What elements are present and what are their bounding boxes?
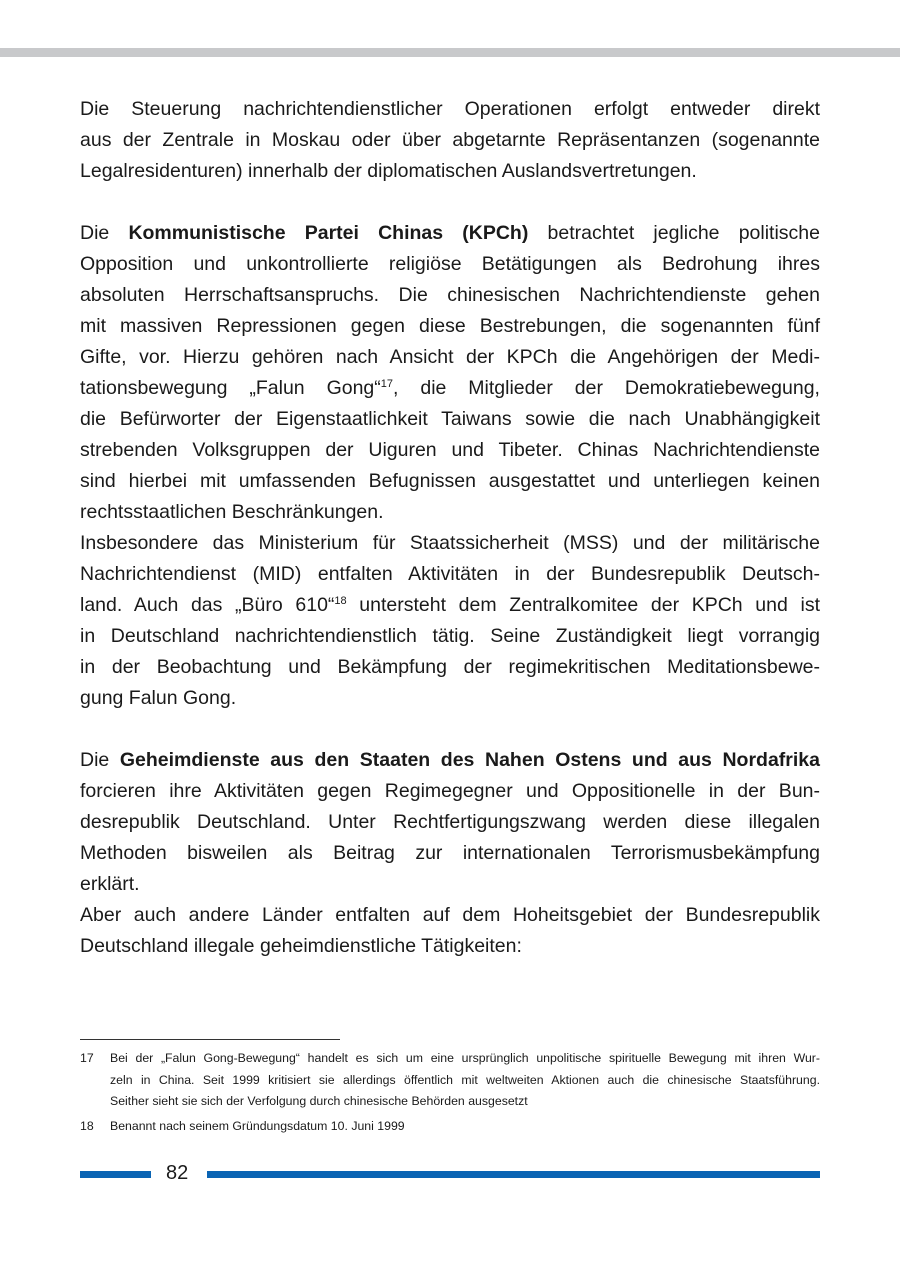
text-line — [80, 311, 820, 342]
page-footer — [80, 1162, 820, 1188]
text: land. Auch das „Büro 610“ — [80, 594, 335, 616]
text: desrepublik Deutschland. Unter Rechtfertigungszwang werden diese illegalen — [80, 811, 820, 833]
text: gung Falun Gong. — [80, 687, 237, 709]
text: rechtsstaatlichen Beschränkungen. — [80, 501, 384, 523]
text-line — [80, 621, 820, 652]
text: Legalresidenturen) innerhalb der diplomatischen Auslandsvertretungen. — [80, 160, 697, 182]
text-line — [80, 435, 820, 466]
text-line — [80, 838, 820, 869]
footnote-line: Seither sieht sie sich der Verfolgung durch chinesische Behörden ausgesetzt — [110, 1094, 528, 1108]
footer-bar-right — [207, 1171, 820, 1178]
text: aus der Zentrale in Moskau oder über abgetarnte Repräsentanzen (sogenannte — [80, 129, 820, 151]
text-line — [80, 497, 820, 528]
text-line — [80, 280, 820, 311]
footnote — [80, 1048, 820, 1113]
text: Gifte, vor. Hierzu gehören nach Ansicht der KPCh die Angehörigen der Medi- — [80, 346, 820, 368]
footnote-line: Bei der „Falun Gong-Bewegung“ handelt es sich um eine ursprünglich unpolitische spirituelle Bewegung mit ihren Wur- — [110, 1051, 820, 1065]
footnote-line: zeln in China. Seit 1999 kritisiert sie allerdings öffentlich mit weltweiten Aktionen auch die chinesische Staatsführung. — [110, 1072, 820, 1087]
text: Deutschland illegale geheimdienstliche Tätigkeiten: — [80, 935, 522, 957]
text-line — [80, 931, 820, 962]
text: mit massiven Repressionen gegen diese Bestrebungen, die sogenannten fünf — [80, 315, 820, 337]
text: in der Beobachtung und Bekämpfung der regimekritischen Meditationsbewe- — [80, 656, 820, 678]
text: , die Mitglieder der Demokratiebewegung, — [393, 377, 820, 399]
text-line — [80, 218, 820, 249]
text-line — [80, 466, 820, 497]
bold-text: Kommunistische Partei Chinas (KPCh) — [128, 222, 529, 244]
text-line — [80, 776, 820, 807]
text-line — [80, 404, 820, 435]
text: in Deutschland nachrichtendienstlich tätig. Seine Zuständigkeit liegt vorrangig — [80, 625, 820, 647]
body-text — [80, 94, 820, 962]
text-line — [80, 683, 820, 714]
footnote-number: 17 — [80, 1051, 94, 1065]
footnote-ref: 18 — [334, 595, 347, 607]
text: forcieren ihre Aktivitäten gegen Regimegegner und Oppositionelle in der Bun- — [80, 780, 820, 802]
footnotes — [80, 1048, 820, 1140]
text-line — [80, 652, 820, 683]
footnote — [80, 1116, 820, 1138]
text: die Befürworter der Eigenstaatlichkeit Taiwans sowie die nach Unabhängigkeit — [80, 408, 820, 430]
text: Methoden bisweilen als Beitrag zur internationalen Terrorismusbekämpfung — [80, 842, 820, 864]
text: Nachrichtendienst (MID) entfalten Aktivitäten in der Bundesrepublik Deutsch- — [80, 563, 820, 585]
footnote-ref: 17 — [380, 378, 394, 390]
text: tationsbewegung „Falun Gong“ — [80, 377, 381, 399]
footnote-text — [110, 1116, 820, 1138]
text: Insbesondere das Ministerium für Staatssicherheit (MSS) und der militärische — [80, 532, 820, 554]
text-line — [80, 94, 820, 125]
footer-bar-left — [80, 1171, 151, 1178]
text: erklärt. — [80, 873, 140, 895]
paragraph — [80, 900, 820, 962]
text: Aber auch andere Länder entfalten auf dem Hoheitsgebiet der Bundesrepublik — [80, 904, 820, 926]
text: untersteht dem Zentralkomitee der KPCh und ist — [346, 594, 820, 616]
text-line — [80, 249, 820, 280]
footnote-line: Benannt nach seinem Gründungsdatum 10. Juni 1999 — [110, 1118, 405, 1133]
text-line — [80, 156, 820, 187]
text-line — [80, 869, 820, 900]
text: Die Steuerung nachrichtendienstlicher Operationen erfolgt entweder direkt — [80, 98, 820, 120]
text-line — [80, 559, 820, 590]
paragraph — [80, 745, 820, 900]
bold-text: Geheimdienste aus den Staaten des Nahen Ostens und aus Nordafrika — [119, 749, 820, 771]
text: betrachtet jegliche politische — [528, 222, 820, 244]
paragraph — [80, 218, 820, 528]
page-number: 82 — [166, 1162, 189, 1184]
text: Die — [80, 222, 129, 244]
text-line — [80, 745, 820, 776]
text-line — [80, 900, 820, 931]
text: Opposition und unkontrollierte religiöse Betätigungen als Bedrohung ihres — [80, 253, 820, 275]
paragraph — [80, 94, 820, 187]
footnote-text — [110, 1048, 820, 1113]
text-line — [80, 125, 820, 156]
text-line — [80, 528, 820, 559]
text: Die — [80, 749, 120, 771]
text-line — [80, 373, 820, 404]
text: absoluten Herrschaftsanspruchs. Die chinesischen Nachrichtendienste gehen — [80, 284, 820, 306]
footnote-number: 18 — [80, 1118, 94, 1133]
header-bar — [0, 48, 900, 57]
paragraph — [80, 528, 820, 714]
text: strebenden Volksgruppen der Uiguren und Tibeter. Chinas Nachrichtendienste — [80, 439, 820, 461]
text-line — [80, 342, 820, 373]
text-line — [80, 807, 820, 838]
text: sind hierbei mit umfassenden Befugnissen ausgestattet und unterliegen keinen — [80, 470, 820, 492]
text-line — [80, 590, 820, 621]
footnote-divider — [80, 1039, 340, 1040]
